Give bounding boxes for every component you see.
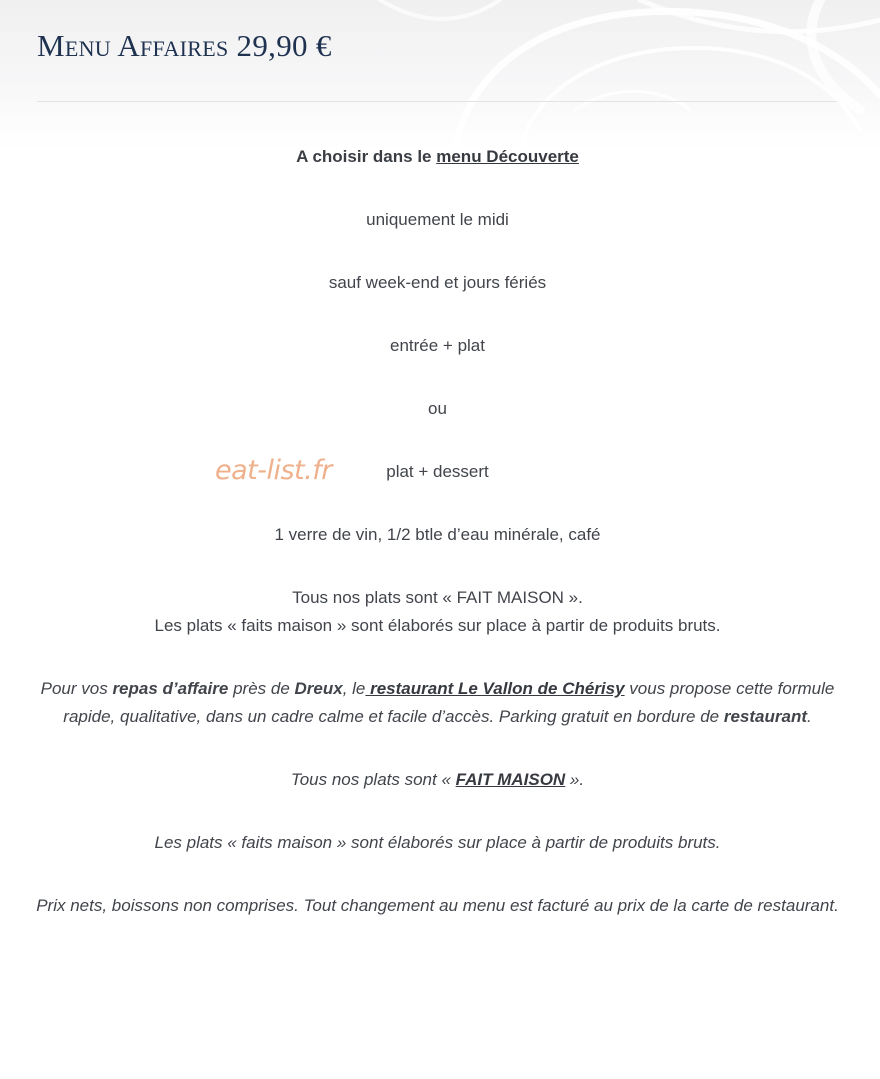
- fait-maison-italic: [30, 766, 845, 794]
- menu-option-plat-dessert: plat + dessert: [386, 462, 489, 481]
- promo-bold-repas: repas d’affaire: [112, 679, 229, 698]
- watermark-logo: eat-list.fr: [215, 455, 332, 486]
- promo-text-5: .: [806, 707, 812, 726]
- promo-text-3: , le: [342, 679, 366, 698]
- promo-bold-restaurant: restaurant: [723, 707, 807, 726]
- menu-line-midi: uniquement le midi: [366, 210, 509, 229]
- fait-maison-line-2: Les plats « faits maison » sont élaborés sur place à partir de produits bruts.: [154, 616, 721, 635]
- restaurant-link[interactable]: restaurant Le Vallon de Chérisy: [365, 679, 625, 698]
- promo-text-1: Pour vos: [40, 679, 113, 698]
- menu-option-entree-plat: entrée + plat: [390, 336, 485, 355]
- promo-text-4: vous propose cette formule rapide, qualitative, dans un cadre calme et facile d’accès. Parking gratuit en bordure de: [63, 679, 835, 726]
- menu-intro-text: A choisir dans le: [296, 147, 437, 166]
- menu-content: [30, 143, 845, 955]
- note-prix: Prix nets, boissons non comprises. Tout changement au menu est facturé au prix de la carte de restaurant.: [36, 896, 839, 915]
- menu-line-drinks: 1 verre de vin, 1/2 btle d’eau minérale, café: [274, 525, 601, 544]
- decorative-swirl: [0, 0, 880, 150]
- fait-maison-link[interactable]: FAIT MAISON: [455, 770, 566, 789]
- title-divider: [37, 101, 837, 102]
- fait-maison-italic-suffix: ».: [565, 770, 585, 789]
- fait-maison-italic-prefix: Tous nos plats sont «: [290, 770, 456, 789]
- page-title: Menu Affaires 29,90 €: [37, 28, 332, 63]
- menu-decouverte-link[interactable]: menu Découverte: [436, 147, 579, 166]
- menu-line-or: ou: [428, 399, 447, 418]
- note-produits-bruts: Les plats « faits maison » sont élaborés sur place à partir de produits bruts.: [154, 833, 721, 852]
- fait-maison-block: [30, 584, 845, 640]
- fait-maison-line-1: Tous nos plats sont « FAIT MAISON ».: [292, 588, 583, 607]
- menu-line-except: sauf week-end et jours fériés: [328, 273, 547, 292]
- header-background: [0, 0, 880, 150]
- promo-paragraph: [30, 675, 845, 731]
- menu-intro: [30, 143, 845, 171]
- promo-text-2: près de: [228, 679, 295, 698]
- promo-bold-dreux: Dreux: [294, 679, 343, 698]
